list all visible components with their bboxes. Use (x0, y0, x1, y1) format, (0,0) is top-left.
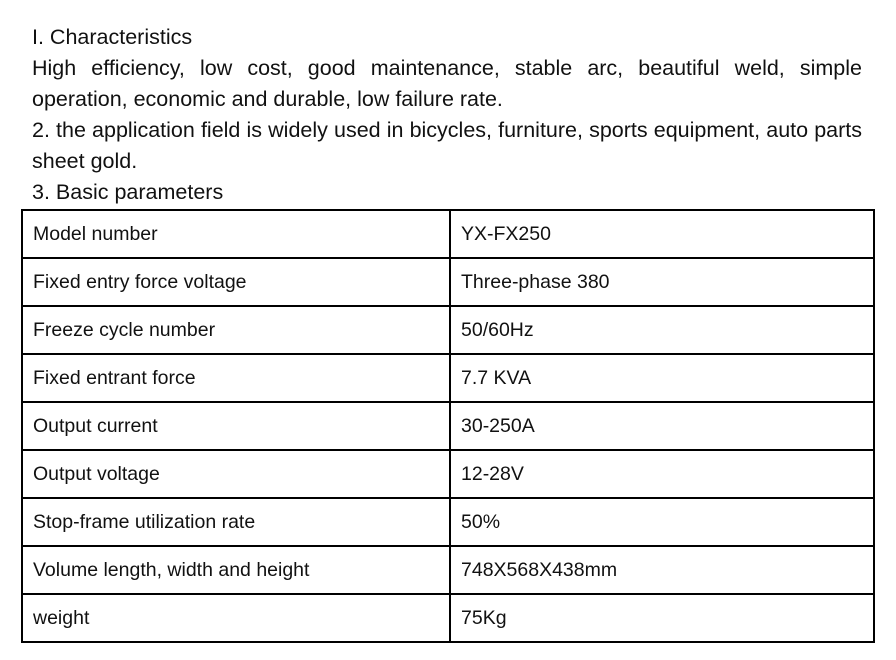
parameter-value: 12-28V (450, 450, 874, 498)
parameter-label: Fixed entry force voltage (22, 258, 450, 306)
table-row (22, 354, 874, 402)
document-body (32, 22, 862, 208)
characteristics-heading: I. Characteristics (32, 25, 193, 49)
parameter-value: 748X568X438mm (450, 546, 874, 594)
parameter-label: weight (22, 594, 450, 642)
table-row (22, 450, 874, 498)
parameter-label: Output voltage (22, 450, 450, 498)
table-row (22, 546, 874, 594)
parameter-label: Volume length, width and height (22, 546, 450, 594)
parameter-value: 30-250A (450, 402, 874, 450)
parameter-label: Fixed entrant force (22, 354, 450, 402)
parameter-value: 50% (450, 498, 874, 546)
table-row (22, 498, 874, 546)
parameter-value: Three-phase 380 (450, 258, 874, 306)
application-field-text: 2. the application field is widely used in bicycles, furniture, sports equipment, auto parts sheet gold. (32, 118, 862, 173)
table-row (22, 594, 874, 642)
table-row (22, 210, 874, 258)
characteristics-text: High efficiency, low cost, good maintenance, stable arc, beautiful weld, simple operation, economic and durable, low failure rate. (32, 56, 862, 111)
parameter-label: Stop-frame utilization rate (22, 498, 450, 546)
table-row (22, 402, 874, 450)
parameter-label: Output current (22, 402, 450, 450)
parameter-label: Model number (22, 210, 450, 258)
parameter-value: 7.7 KVA (450, 354, 874, 402)
parameter-label: Freeze cycle number (22, 306, 450, 354)
table-row (22, 258, 874, 306)
parameter-value: YX-FX250 (450, 210, 874, 258)
parameters-table (21, 209, 875, 643)
parameter-value: 50/60Hz (450, 306, 874, 354)
table-row (22, 306, 874, 354)
parameter-value: 75Kg (450, 594, 874, 642)
basic-parameters-heading: 3. Basic parameters (32, 180, 224, 204)
